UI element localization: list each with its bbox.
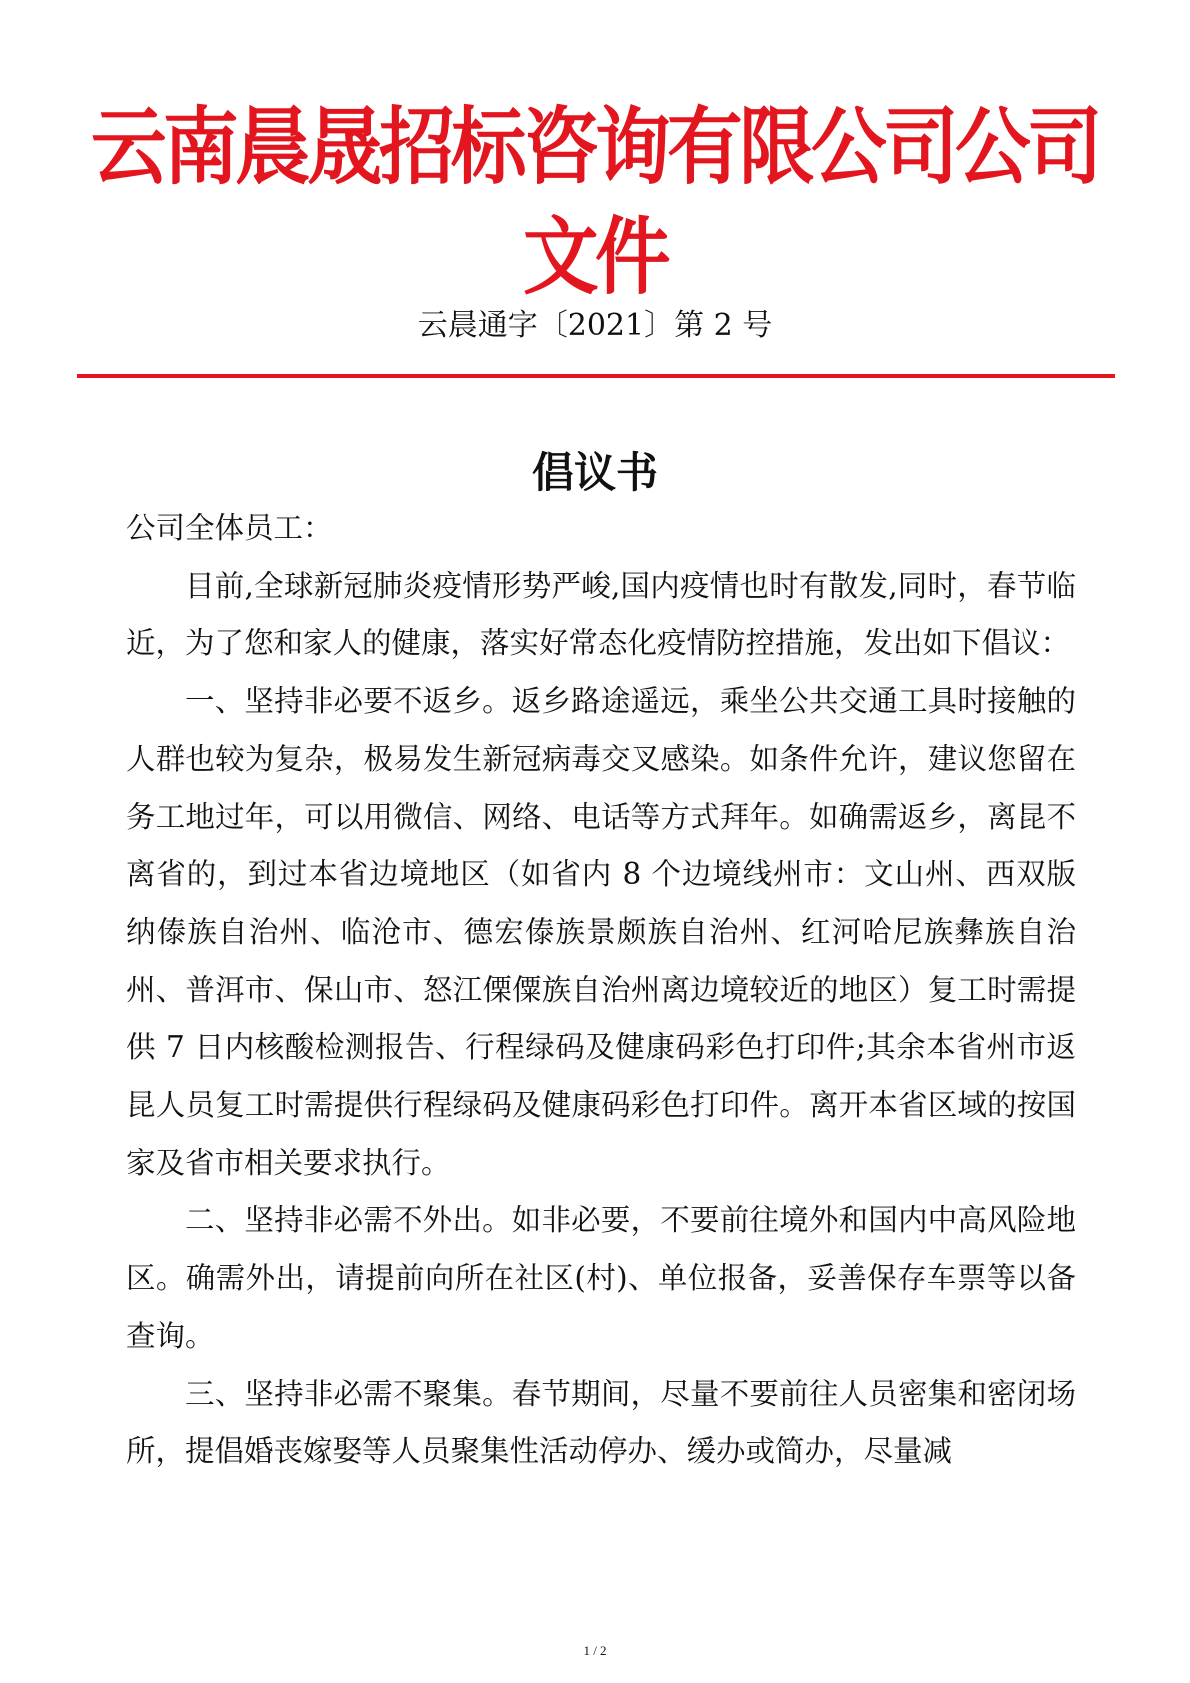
paragraph-item-3: 三、坚持非必需不聚集。春节期间，尽量不要前往人员密集和密闭场所，提倡婚丧嫁娶等人员聚集性活动停办、缓办或简办，尽量减 — [126, 1376, 1076, 1469]
document-title: 倡议书 — [531, 448, 658, 497]
document-number: 云晨通字〔2021〕第 2 号 — [417, 308, 773, 343]
red-divider — [77, 374, 1115, 378]
masthead-title: 云南晨晟招标咨询有限公司公司文件 — [90, 98, 1099, 306]
document-body — [126, 500, 1076, 1481]
paragraph-item-2: 二、坚持非必需不外出。如非必要，不要前往境外和国内中高风险地区。确需外出，请提前向所在社区(村)、单位报备，妥善保存车票等以备查询。 — [126, 1203, 1076, 1353]
paragraph-intro: 目前,全球新冠肺炎疫情形势严峻,国内疫情也时有散发,同时，春节临近，为了您和家人的健康，落实好常态化疫情防控措施，发出如下倡议： — [126, 568, 1076, 661]
page-indicator: 1 / 2 — [583, 1643, 607, 1658]
paragraph-item-1: 一、坚持非必要不返乡。返乡路途遥远，乘坐公共交通工具时接触的人群也较为复杂，极易发生新冠病毒交叉感染。如条件允许，建议您留在务工地过年，可以用微信、网络、电话等方式拜年。如确需返乡，离昆不离省的，到过本省边境地区（如省内 8 个边境线州市：文山州、西双版纳傣族自治州、临沧市、德宏傣族景颇族自治州、红河哈尼族彝族自治州、普洱市、保山市、怒江傈僳族自治州离边境较近的地区）复工时需提供 7 日内核酸检测报告、行程绿码及健康码彩色打印件;其余本省州市返昆人员复工时需提供行程绿码及健康码彩色打印件。离开本省区域的按国家及省市相关要求执行。 — [126, 684, 1076, 1180]
salutation: 公司全体员工： — [126, 511, 333, 545]
